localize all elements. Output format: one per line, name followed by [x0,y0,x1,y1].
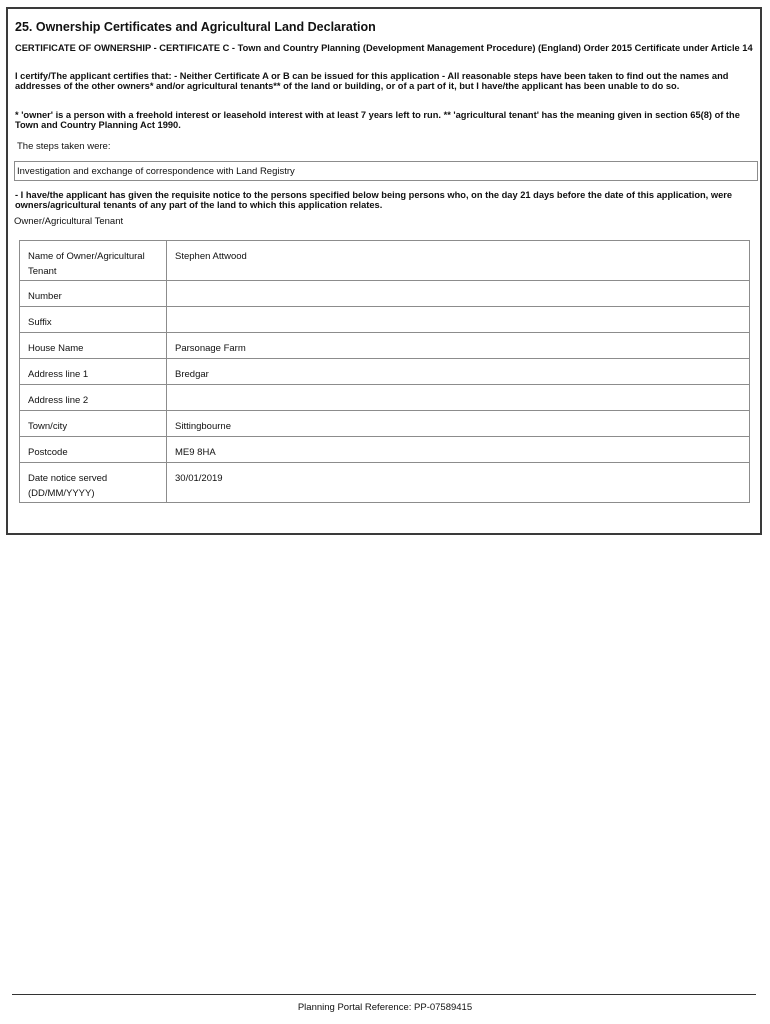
field-value: ME9 8HA [167,437,750,463]
table-row [20,333,750,359]
footer-reference: Planning Portal Reference: PP-07589415 [297,1002,473,1013]
certificate-heading: CERTIFICATE OF OWNERSHIP - CERTIFICATE C - Town and Country Planning (Development Management Procedure) (England) Order 2015 Certificate under Article 14 [15,43,753,53]
certify-statement: I certify/The applicant certifies that: - Neither Certificate A or B can be issued for this application - All reasonable steps have been taken to find out the names and addresses of the other owners* and/or agricultural tenants** of the land or building, or of a part of it, but I have/the applicant has been unable to do so. [15,71,729,91]
table-row [20,241,750,281]
table-row [20,385,750,411]
definitions-note: * 'owner' is a person with a freehold interest or leasehold interest with at least 7 years left to run. ** 'agricultural tenant' has the meaning given in section 65(8) of the Town and Country Planning Act 1990. [15,110,740,130]
steps-label: The steps taken were: [17,141,111,152]
field-label: Postcode [20,437,167,463]
field-value [167,385,750,411]
field-label: Number [20,281,167,307]
table-row [20,281,750,307]
table-row [20,437,750,463]
field-label: Date notice served (DD/MM/YYYY) [20,463,167,503]
owner-label: Owner/Agricultural Tenant [14,216,124,227]
ownership-certificate-section [6,7,762,535]
owner-details-table [19,240,750,503]
steps-taken-field: Investigation and exchange of correspondence with Land Registry [14,161,758,181]
field-value: Stephen Attwood [167,241,750,281]
footer-divider [12,994,756,995]
section-title: 25. Ownership Certificates and Agricultural Land Declaration [15,20,376,34]
field-value [167,281,750,307]
table-row [20,307,750,333]
field-label: Suffix [20,307,167,333]
table-row [20,359,750,385]
table-row [20,411,750,437]
field-label: Name of Owner/Agricultural Tenant [20,241,167,281]
field-value: Bredgar [167,359,750,385]
field-label: Address line 1 [20,359,167,385]
field-label: Town/city [20,411,167,437]
field-value: Sittingbourne [167,411,750,437]
table-row [20,463,750,503]
field-label: Address line 2 [20,385,167,411]
field-label: House Name [20,333,167,359]
field-value: 30/01/2019 [167,463,750,503]
notice-statement: - I have/the applicant has given the requisite notice to the persons specified below being persons who, on the day 21 days before the date of this application, were owners/agricultural tenants of any part of the land to which this application relates. [15,190,733,210]
field-value: Parsonage Farm [167,333,750,359]
field-value [167,307,750,333]
